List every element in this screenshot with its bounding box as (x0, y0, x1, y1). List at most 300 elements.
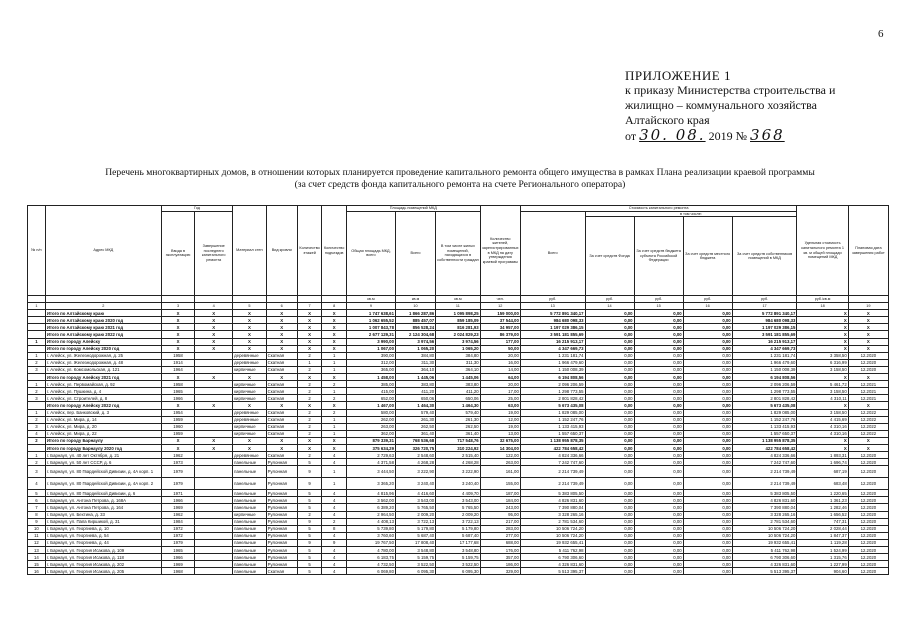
appendix-line-1: к приказу Министерства строительства и (625, 83, 836, 97)
table-cell: панельные (233, 554, 266, 561)
table-cell: 2 (297, 416, 322, 423)
table-cell: 7 242 747,60 (520, 459, 585, 466)
table-cell: 4 (322, 497, 347, 504)
table-cell: 0,00 (634, 452, 683, 459)
table-cell: 5 673 435,08 (520, 402, 585, 409)
table-cell: Скатная (266, 423, 297, 430)
table-cell: X (195, 374, 233, 381)
table-cell: 6 389,20 (346, 504, 395, 511)
table-cell: панельные (233, 497, 266, 504)
table-cell: 0,00 (634, 444, 683, 451)
table-cell: 4 326 831,60 (520, 561, 585, 568)
table-cell: г. Барнаул, ул. Георгия Исакова, д. 205 (45, 568, 161, 575)
table-cell: X (797, 317, 848, 324)
table-row (28, 532, 889, 539)
table-cell: 4 347 669,73 (520, 345, 585, 352)
table-cell: 5 765,50 (436, 504, 481, 511)
table-cell: 312,00 (346, 359, 395, 366)
table-cell: 12.2020 (848, 547, 888, 554)
table-cell: 2 729,63 (346, 452, 395, 459)
table-cell: панельные (233, 525, 266, 532)
table-cell: 411,20 (436, 388, 481, 395)
table-cell: 3 543,00 (436, 497, 481, 504)
table-cell: 9 (322, 539, 347, 546)
table-cell: 16 215 913,17 (520, 338, 585, 345)
table-cell: 683,48 (797, 478, 848, 490)
group-header-year: Год (161, 206, 232, 212)
table-cell: 3 543,00 (395, 497, 435, 504)
table-cell: 3 990,00 (346, 338, 395, 345)
table-cell: X (297, 402, 322, 409)
total-row (28, 338, 889, 345)
table-cell: 0,00 (634, 317, 683, 324)
table-cell: 6 790 306,60 (520, 554, 585, 561)
table-cell: X (161, 338, 194, 345)
table-cell: 652,00 (346, 395, 395, 402)
table-cell: 361,40 (436, 430, 481, 437)
table-cell: 3 (28, 366, 46, 373)
table-cell: 0,00 (683, 374, 732, 381)
table-cell: 0,00 (683, 409, 732, 416)
table-cell: 4 310,16 (797, 423, 848, 430)
table-cell (195, 452, 233, 459)
table-cell: 2 (297, 430, 322, 437)
title-line-1: Перечень многоквартирных домов, в отношении которых планируется проведение капитального ремонта общего имущества в рамках Плана реализации краевой программы (105, 167, 815, 178)
table-cell: 5 (297, 568, 322, 575)
table-body (28, 310, 889, 575)
table-cell: 0,00 (683, 423, 732, 430)
table-cell (195, 518, 233, 525)
table-cell: 2 009,20 (436, 511, 481, 518)
table-cell: 0,00 (585, 388, 634, 395)
table-cell: 0,00 (683, 437, 732, 444)
unit-cell (848, 296, 888, 303)
table-cell: 0,00 (634, 395, 683, 402)
table-cell: 1965 (161, 547, 194, 554)
table-cell: 4 732,50 (346, 561, 395, 568)
table-cell: г. Алейск, ул. Железнодорожная, д. 48 (45, 359, 161, 366)
table-cell: X (266, 324, 297, 331)
table-cell: 0,00 (585, 423, 634, 430)
col-header: За счет средств местного бюджета (683, 217, 732, 296)
table-cell: 5 383 805,50 (520, 490, 585, 497)
table-cell: 0,00 (585, 395, 634, 402)
table-row (28, 466, 889, 478)
houses-table (27, 205, 889, 575)
table-cell: 1 231 181,74 (520, 352, 585, 359)
table-row (28, 561, 889, 568)
table-cell: X (233, 444, 266, 451)
table-cell: 3 591 181 855,69 (520, 331, 585, 338)
table-cell: 2 677 129,31 (346, 331, 395, 338)
table-cell: X (266, 331, 297, 338)
table-cell: X (797, 324, 848, 331)
appendix-line-3: Алтайского края (625, 113, 710, 127)
table-cell (195, 532, 233, 539)
table-cell: X (848, 331, 888, 338)
table-cell: 2 096 206,59 (520, 381, 585, 388)
table-cell: X (195, 331, 233, 338)
table-cell: кирпичные (233, 511, 266, 518)
table-cell: 2 028,44 (797, 525, 848, 532)
table-cell: 12.2020 (848, 497, 888, 504)
table-cell: 1 557 650,37 (732, 430, 797, 437)
table-cell: 177,00 (480, 338, 520, 345)
table-cell: 5 687,40 (395, 532, 435, 539)
table-cell: X (797, 331, 848, 338)
table-cell: 1 298 773,55 (520, 388, 585, 395)
table-cell: 0,00 (585, 338, 634, 345)
table-cell: г. Алейск, ул. Мира, д. 20 (45, 423, 161, 430)
table-cell: 0,00 (683, 497, 732, 504)
table-cell: 15 (28, 561, 46, 568)
table-cell: X (195, 324, 233, 331)
table-cell: 12.2022 (848, 416, 888, 423)
column-number-cell: 6 (266, 303, 297, 310)
table-cell: 1 152 247,76 (520, 416, 585, 423)
table-cell: 2 (297, 366, 322, 373)
table-cell: X (848, 374, 888, 381)
table-cell: 1964 (161, 366, 194, 373)
table-cell: X (266, 317, 297, 324)
table-cell: X (848, 345, 888, 352)
table-cell: X (297, 345, 322, 352)
table-cell: 9 (297, 466, 322, 478)
table-row (28, 504, 889, 511)
table-cell: 0,00 (585, 437, 634, 444)
table-cell: X (195, 345, 233, 352)
table-cell: 1 119,28 (797, 539, 848, 546)
table-cell: 0,00 (683, 402, 732, 409)
table-cell: Итого по городу Алейску (45, 338, 161, 345)
table-cell: кирпичные (233, 366, 266, 373)
table-cell: 0,00 (634, 568, 683, 575)
table-cell: панельные (233, 561, 266, 568)
table-cell: 9 (297, 539, 322, 546)
table-cell: 5 687,40 (436, 532, 481, 539)
table-cell: 2 515,40 (436, 452, 481, 459)
table-cell: 1 866 287,86 (395, 310, 435, 317)
table-cell: X (195, 444, 233, 451)
table-cell: 14,00 (480, 366, 520, 373)
table-cell: 243,00 (480, 504, 520, 511)
table-cell (195, 416, 233, 423)
table-cell: X (322, 324, 347, 331)
table-cell: 9 (297, 478, 322, 490)
table-cell: 364,10 (436, 366, 481, 373)
table-cell (195, 409, 233, 416)
table-cell (195, 430, 233, 437)
col-header: За счет средств бюджета субъекта Российской Федерации (634, 217, 683, 296)
table-cell: 10 506 724,20 (732, 525, 797, 532)
table-cell: X (161, 402, 194, 409)
table-cell: 13,00 (480, 430, 520, 437)
table-cell: 277,00 (480, 532, 520, 539)
table-row (28, 409, 889, 416)
handwritten-date: 30. 08. (639, 126, 706, 144)
table-cell: X (233, 331, 266, 338)
table-cell (195, 388, 233, 395)
table-cell (28, 317, 46, 324)
units-row (28, 296, 889, 303)
table-cell (195, 561, 233, 568)
table-cell: X (161, 310, 194, 317)
unit-cell: руб. (683, 296, 732, 303)
column-number-cell: 1 (28, 303, 46, 310)
table-cell: г. Алейск, пер. Банковский, д. 3 (45, 409, 161, 416)
table-cell: 2 (297, 388, 322, 395)
table-cell: 0,00 (585, 310, 634, 317)
table-cell: 0,00 (585, 532, 634, 539)
table-cell: 2 009,20 (395, 511, 435, 518)
table-cell: 2 214 739,49 (732, 466, 797, 478)
table-cell: 0,00 (634, 525, 683, 532)
table-cell: 1 (322, 416, 347, 423)
table-cell: 12.2022 (848, 430, 888, 437)
table-cell: 3 722,13 (395, 518, 435, 525)
table-cell: 0,00 (585, 352, 634, 359)
unit-cell: руб. (732, 296, 797, 303)
table-cell: 0,00 (683, 532, 732, 539)
table-cell: 0,00 (585, 568, 634, 575)
table-cell: панельные (233, 568, 266, 575)
table-cell: 2 548,60 (395, 452, 435, 459)
table-cell: Скатная (266, 352, 297, 359)
table-cell: 2 (297, 352, 322, 359)
table-cell: X (297, 437, 322, 444)
table-cell: деревянные (233, 452, 266, 459)
col-header: Количество подъездов (322, 206, 347, 296)
table-cell: 2 (297, 423, 322, 430)
table-cell: Скатная (266, 568, 297, 575)
table-cell: 1 (322, 430, 347, 437)
column-number-cell: 2 (45, 303, 161, 310)
table-cell: 5 513 395,37 (732, 568, 797, 575)
table-cell: 1 524,99 (797, 547, 848, 554)
table-cell: X (848, 310, 888, 317)
table-cell: 1 829 085,00 (520, 409, 585, 416)
table-cell: 1966 (161, 554, 194, 561)
table-cell: 4 310,16 (797, 430, 848, 437)
table-cell (28, 345, 46, 352)
table-cell: 122,00 (480, 452, 520, 459)
table-cell: 0,00 (634, 561, 683, 568)
table-cell: 0,00 (683, 345, 732, 352)
table-cell: 1 231 181,74 (732, 352, 797, 359)
table-cell: г. Барнаул, ул. Георгиева, д. 54 (45, 532, 161, 539)
table-cell: 1 150 008,39 (732, 366, 797, 373)
table-row (28, 359, 889, 366)
table-cell: 1 696,74 (797, 459, 848, 466)
table-cell: г. Алейск, ул. Первомайская, д. 92 (45, 381, 161, 388)
table-cell: 1 062 655,52 (346, 317, 395, 324)
table-cell: X (797, 338, 848, 345)
table-cell: 0,00 (585, 478, 634, 490)
table-cell: X (848, 338, 888, 345)
table-cell: 17 177,68 (436, 539, 481, 546)
table-cell (195, 525, 233, 532)
table-cell: 4 326 831,60 (732, 561, 797, 568)
table-cell: 5 (297, 459, 322, 466)
table-cell: Скатная (266, 416, 297, 423)
table-cell: 5 (297, 504, 322, 511)
table-cell: 3 (28, 466, 46, 478)
table-cell: 1 150 008,39 (520, 366, 585, 373)
table-cell: Рулонная (266, 504, 297, 511)
table-cell: 3 591 181 855,69 (732, 331, 797, 338)
column-number-cell: 10 (395, 303, 435, 310)
table-cell: 1 445,06 (395, 374, 435, 381)
table-cell: 14 (28, 554, 46, 561)
table-cell: 0,00 (683, 324, 732, 331)
table-cell: X (322, 374, 347, 381)
table-cell: 283,00 (480, 525, 520, 532)
table-cell: 2 (28, 416, 46, 423)
table-cell: 10 506 724,20 (520, 525, 585, 532)
table-cell: 12.2020 (848, 490, 888, 497)
table-cell: 0,00 (683, 338, 732, 345)
table-cell: 176,00 (480, 547, 520, 554)
table-cell: X (266, 310, 297, 317)
col-header: Общая площадь МКД, всего (346, 211, 395, 296)
table-cell (28, 444, 46, 451)
table-cell: X (233, 310, 266, 317)
total-row (28, 331, 889, 338)
table-cell: Скатная (266, 388, 297, 395)
table-cell: 12.2021 (848, 395, 888, 402)
table-cell: 159 000,00 (480, 310, 520, 317)
table-cell: 1973 (161, 459, 194, 466)
table-cell: 1 464,30 (395, 402, 435, 409)
table-cell: 856 528,24 (395, 324, 435, 331)
table-cell: 12.2020 (848, 568, 888, 575)
table-cell: 3 358,50 (797, 352, 848, 359)
col-header: Количество жителей, зарегистрированных в МКД на дату утверждения краевой программы (480, 206, 520, 296)
table-cell: 6 316,99 (797, 359, 848, 366)
table-cell: X (848, 444, 888, 451)
table-cell: 0,00 (634, 511, 683, 518)
table-cell: X (195, 317, 233, 324)
table-cell: 1972 (161, 532, 194, 539)
table-cell: 16,00 (480, 359, 520, 366)
table-cell: 3 365,20 (346, 478, 395, 490)
table-cell: 161,00 (480, 466, 520, 478)
table-row (28, 568, 889, 575)
table-cell: 12.2021 (848, 381, 888, 388)
table-cell: 0,00 (683, 430, 732, 437)
table-cell: 16 215 913,17 (732, 338, 797, 345)
table-cell: 155,00 (480, 478, 520, 490)
table-cell: 4 (322, 504, 347, 511)
table-cell: г. Барнаул, ул. 80 Гвардейской Дивизии, д. 6 (45, 490, 161, 497)
table-cell: 1 747 638,61 (346, 310, 395, 317)
table-cell: X (266, 402, 297, 409)
table-cell: 3 444,50 (346, 466, 395, 478)
table-cell: 5 179,80 (395, 525, 435, 532)
table-row (28, 395, 889, 402)
table-cell: 879 339,31 (346, 437, 395, 444)
table-cell: X (297, 317, 322, 324)
table-cell: 12.2020 (848, 352, 888, 359)
table-cell: 8 (28, 511, 46, 518)
table-cell: 4 (322, 547, 347, 554)
table-cell: Рулонная (266, 459, 297, 466)
table-cell: 0,00 (585, 561, 634, 568)
table-cell: 2 (297, 395, 322, 402)
table-cell: X (266, 444, 297, 451)
table-cell: 1979 (161, 466, 194, 478)
table-cell: Скатная (266, 452, 297, 459)
table-cell: 1962 (161, 452, 194, 459)
table-cell: 1 361,23 (797, 497, 848, 504)
table-cell: 0,00 (683, 504, 732, 511)
table-cell: 0,00 (585, 324, 634, 331)
column-number-cell: 17 (732, 303, 797, 310)
table-cell: г. Барнаул, ул. Георгия Исакова, д. 109 (45, 547, 161, 554)
table-cell: X (161, 345, 194, 352)
table-cell: 0,00 (585, 416, 634, 423)
table-cell: 0,00 (585, 402, 634, 409)
table-cell: Итого по городу Алейску 2022 год (45, 402, 161, 409)
table-row (28, 352, 889, 359)
table-cell: 11 (28, 532, 46, 539)
table-cell: 5 513 395,37 (520, 568, 585, 575)
table-cell: 14 304,00 (480, 444, 520, 451)
table-cell (195, 568, 233, 575)
table-cell: 2 (28, 437, 46, 444)
table-cell: 3 328 265,16 (520, 511, 585, 518)
table-cell: 1 067,00 (346, 345, 395, 352)
column-number-cell: 4 (195, 303, 233, 310)
table-cell: г. Алейск, ул. Пушкина, д. 4 (45, 388, 161, 395)
table-row (28, 511, 889, 518)
table-cell: панельные (233, 466, 266, 478)
table-cell: 5 411 762,98 (732, 547, 797, 554)
total-row (28, 345, 889, 352)
table-row (28, 518, 889, 525)
table-cell: X (848, 437, 888, 444)
table-cell: 1 227,99 (797, 561, 848, 568)
table-cell (195, 504, 233, 511)
table-cell: 1914 (161, 359, 194, 366)
table-cell: 13 (28, 547, 46, 554)
table-cell: X (797, 444, 848, 451)
table-cell: 0,00 (585, 490, 634, 497)
table-cell: г. Барнаул, ул. 80 Гвардейской Дивизии, д. 4А корп. 2 (45, 478, 161, 490)
table-cell: 1 133 415,93 (732, 423, 797, 430)
table-cell: 7 (28, 504, 46, 511)
table-cell: 3 (28, 395, 46, 402)
table-cell: 885 457,07 (395, 317, 435, 324)
table-cell (28, 310, 46, 317)
table-cell: 411,20 (395, 388, 435, 395)
table-cell: г. Алейск, ул. Строителей, д. 8 (45, 395, 161, 402)
table-cell: 357,00 (480, 554, 520, 561)
table-cell: 4 (28, 478, 46, 490)
table-cell (195, 539, 233, 546)
table-cell: 1 847,37 (797, 532, 848, 539)
table-cell: X (195, 437, 233, 444)
table-cell: 0,00 (585, 409, 634, 416)
table-cell: Рулонная (266, 554, 297, 561)
table-cell: 2 024 829,23 (436, 331, 481, 338)
table-cell: 0,00 (683, 416, 732, 423)
table-cell: 1959 (161, 430, 194, 437)
table-cell: 5 (297, 525, 322, 532)
table-cell: 1958 (161, 352, 194, 359)
year: 2019 (708, 129, 733, 143)
table-cell: 0,00 (585, 317, 634, 324)
